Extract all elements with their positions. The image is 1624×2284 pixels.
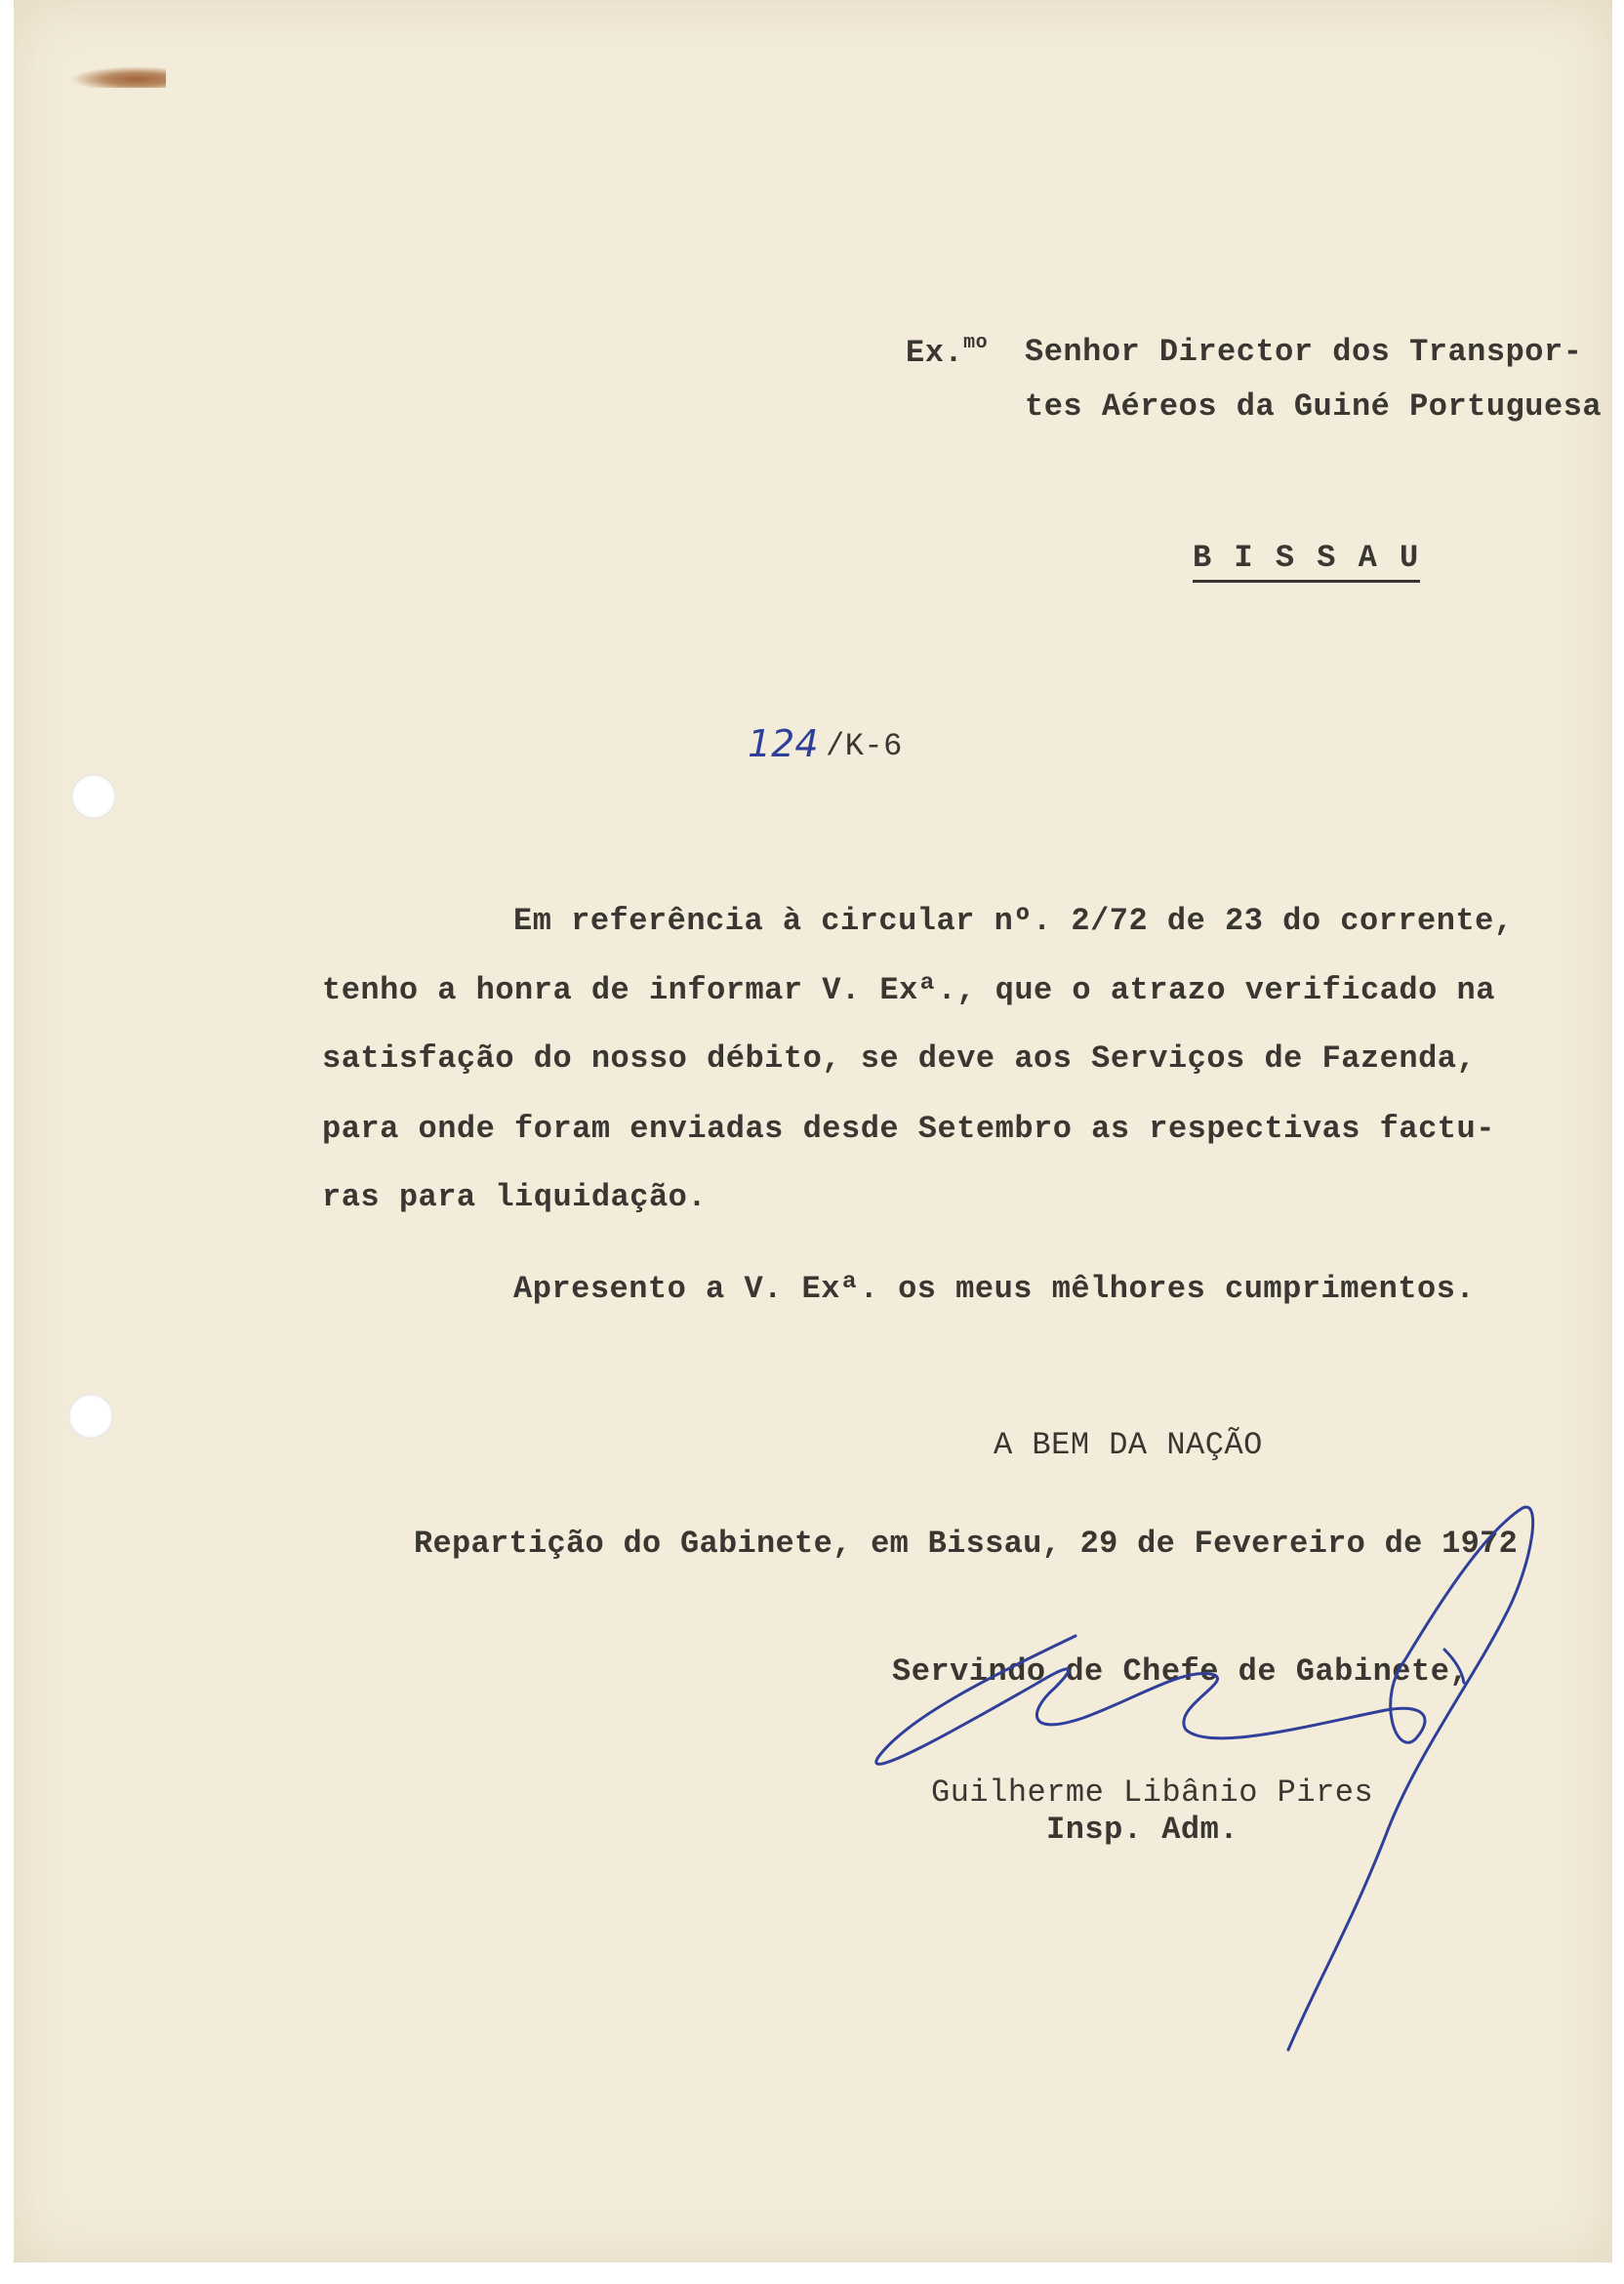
closing-greeting: Apresento a V. Exª. os meus mêlhores cumprimentos.: [513, 1271, 1476, 1307]
addressee-honorific: Ex.$^{mo}$: [906, 332, 989, 371]
place-and-date: Repartição do Gabinete, em Bissau, 29 de Fevereiro de 1972: [414, 1526, 1519, 1562]
body-line-1: Em referência à circular nº. 2/72 de 23 do corrente,: [513, 903, 1514, 939]
city-heading: B I S S A U: [1193, 540, 1420, 583]
addressee-line-2: tes Aéreos da Guiné Portuguesa: [1025, 388, 1603, 425]
signatory-role: Servindo de Chefe de Gabinete,: [892, 1653, 1470, 1690]
closing-motto: A BEM DA NAÇÃO: [994, 1427, 1263, 1463]
punch-hole-bottom: [68, 1394, 113, 1439]
body-line-4: para onde foram enviadas desde Setembro as respectivas factu-: [322, 1111, 1495, 1147]
signatory-title: Insp. Adm.: [1046, 1812, 1239, 1848]
handwritten-reference-number: 124: [748, 722, 819, 765]
rust-stain: [70, 66, 166, 88]
body-line-5: ras para liquidação.: [322, 1179, 708, 1215]
body-line-2: tenho a honra de informar V. Exª., que o atrazo verificado na: [322, 972, 1495, 1008]
typed-reference-suffix: /K-6: [826, 728, 903, 764]
scan-margin: [0, 2263, 1624, 2284]
addressee-line-1: Senhor Director dos Transpor-: [1025, 334, 1583, 370]
punch-hole-top: [71, 774, 116, 819]
body-line-3: satisfação do nosso débito, se deve aos Serviços de Fazenda,: [322, 1040, 1477, 1077]
signatory-name: Guilherme Libânio Pires: [931, 1774, 1374, 1811]
